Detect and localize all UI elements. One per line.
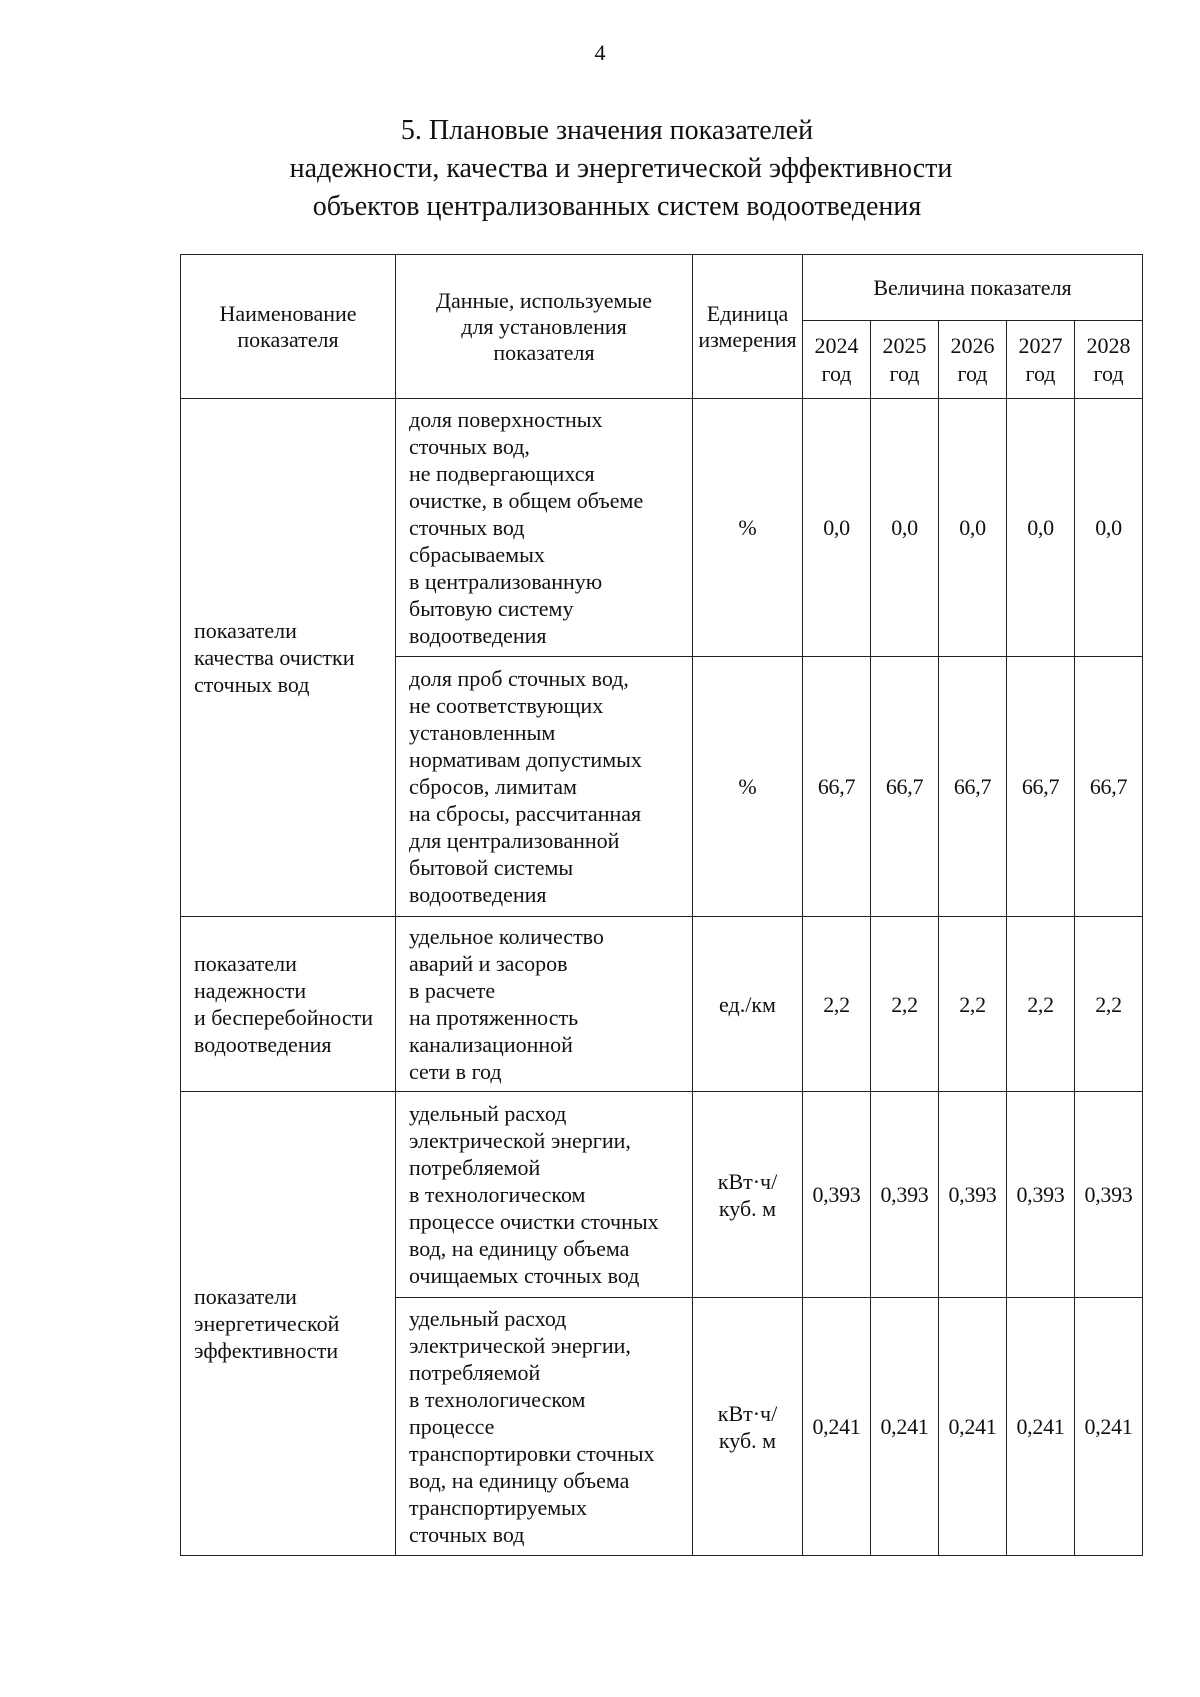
header-year-2027: 2027 год bbox=[1007, 321, 1075, 399]
value-2027: 0,241 bbox=[1007, 1298, 1075, 1556]
header-indicator-name: Наименование показателя bbox=[181, 255, 396, 399]
value-2027: 66,7 bbox=[1007, 657, 1075, 917]
unit-value: % bbox=[693, 399, 803, 657]
value-2024: 0,241 bbox=[803, 1298, 871, 1556]
header-value-group: Величина показателя bbox=[803, 255, 1143, 321]
value-2026: 0,0 bbox=[939, 399, 1007, 657]
value-2028: 0,0 bbox=[1075, 399, 1143, 657]
unit-value: кВт·ч/ куб. м bbox=[693, 1298, 803, 1556]
table-row bbox=[181, 1092, 1143, 1298]
header-year-2024: 2024 год bbox=[803, 321, 871, 399]
group-name-reliability: показатели надежности и бесперебойности водоотведения bbox=[181, 917, 396, 1092]
value-2028: 0,241 bbox=[1075, 1298, 1143, 1556]
value-2027: 0,393 bbox=[1007, 1092, 1075, 1298]
title-line-2: надежности, качества и энергетической эффективности bbox=[289, 153, 953, 184]
group-name-treatment-quality: показатели качества очистки сточных вод bbox=[181, 399, 396, 917]
value-2027: 0,0 bbox=[1007, 399, 1075, 657]
table-row bbox=[181, 399, 1143, 657]
header-year-2026: 2026 год bbox=[939, 321, 1007, 399]
header-year-2025: 2025 год bbox=[871, 321, 939, 399]
unit-value: ед./км bbox=[693, 917, 803, 1092]
value-2026: 0,241 bbox=[939, 1298, 1007, 1556]
value-2026: 2,2 bbox=[939, 917, 1007, 1092]
data-description: удельный расход электрической энергии, потребляемой в технологическом процессе транспортировки сточных вод, на единицу объема транспортируемых сточных вод bbox=[396, 1298, 693, 1556]
value-2025: 66,7 bbox=[871, 657, 939, 917]
value-2025: 0,393 bbox=[871, 1092, 939, 1298]
value-2027: 2,2 bbox=[1007, 917, 1075, 1092]
header-data-used: Данные, используемые для установления показателя bbox=[396, 255, 693, 399]
indicators-table bbox=[180, 254, 1143, 1556]
header-unit: Единица измерения bbox=[693, 255, 803, 399]
unit-value: кВт·ч/ куб. м bbox=[693, 1092, 803, 1298]
data-description: доля проб сточных вод, не соответствующих установленным нормативам допустимых сбросов, лимитам на сбросы, рассчитанная для централизованной бытовой системы водоотведения bbox=[396, 657, 693, 917]
value-2025: 2,2 bbox=[871, 917, 939, 1092]
title-line-1: 5. Плановые значения показателей bbox=[400, 115, 814, 146]
value-2025: 0,0 bbox=[871, 399, 939, 657]
value-2025: 0,241 bbox=[871, 1298, 939, 1556]
value-2024: 0,0 bbox=[803, 399, 871, 657]
value-2026: 0,393 bbox=[939, 1092, 1007, 1298]
section-title bbox=[0, 112, 1200, 226]
header-year-2028: 2028 год bbox=[1075, 321, 1143, 399]
value-2028: 0,393 bbox=[1075, 1092, 1143, 1298]
unit-value: % bbox=[693, 657, 803, 917]
data-description: удельное количество аварий и засоров в расчете на протяженность канализационной сети в год bbox=[396, 917, 693, 1092]
value-2028: 2,2 bbox=[1075, 917, 1143, 1092]
value-2024: 66,7 bbox=[803, 657, 871, 917]
title-line-3: объектов централизованных систем водоотведения bbox=[312, 191, 922, 222]
page-number: 4 bbox=[594, 40, 606, 65]
value-2026: 66,7 bbox=[939, 657, 1007, 917]
data-description: удельный расход электрической энергии, потребляемой в технологическом процессе очистки сточных вод, на единицу объема очищаемых сточных вод bbox=[396, 1092, 693, 1298]
value-2024: 2,2 bbox=[803, 917, 871, 1092]
value-2028: 66,7 bbox=[1075, 657, 1143, 917]
table-row bbox=[181, 917, 1143, 1092]
data-description: доля поверхностных сточных вод, не подвергающихся очистке, в общем объеме сточных вод сбрасываемых в централизованную бытовую систему водоотведения bbox=[396, 399, 693, 657]
group-name-energy-efficiency: показатели энергетической эффективности bbox=[181, 1092, 396, 1556]
value-2024: 0,393 bbox=[803, 1092, 871, 1298]
